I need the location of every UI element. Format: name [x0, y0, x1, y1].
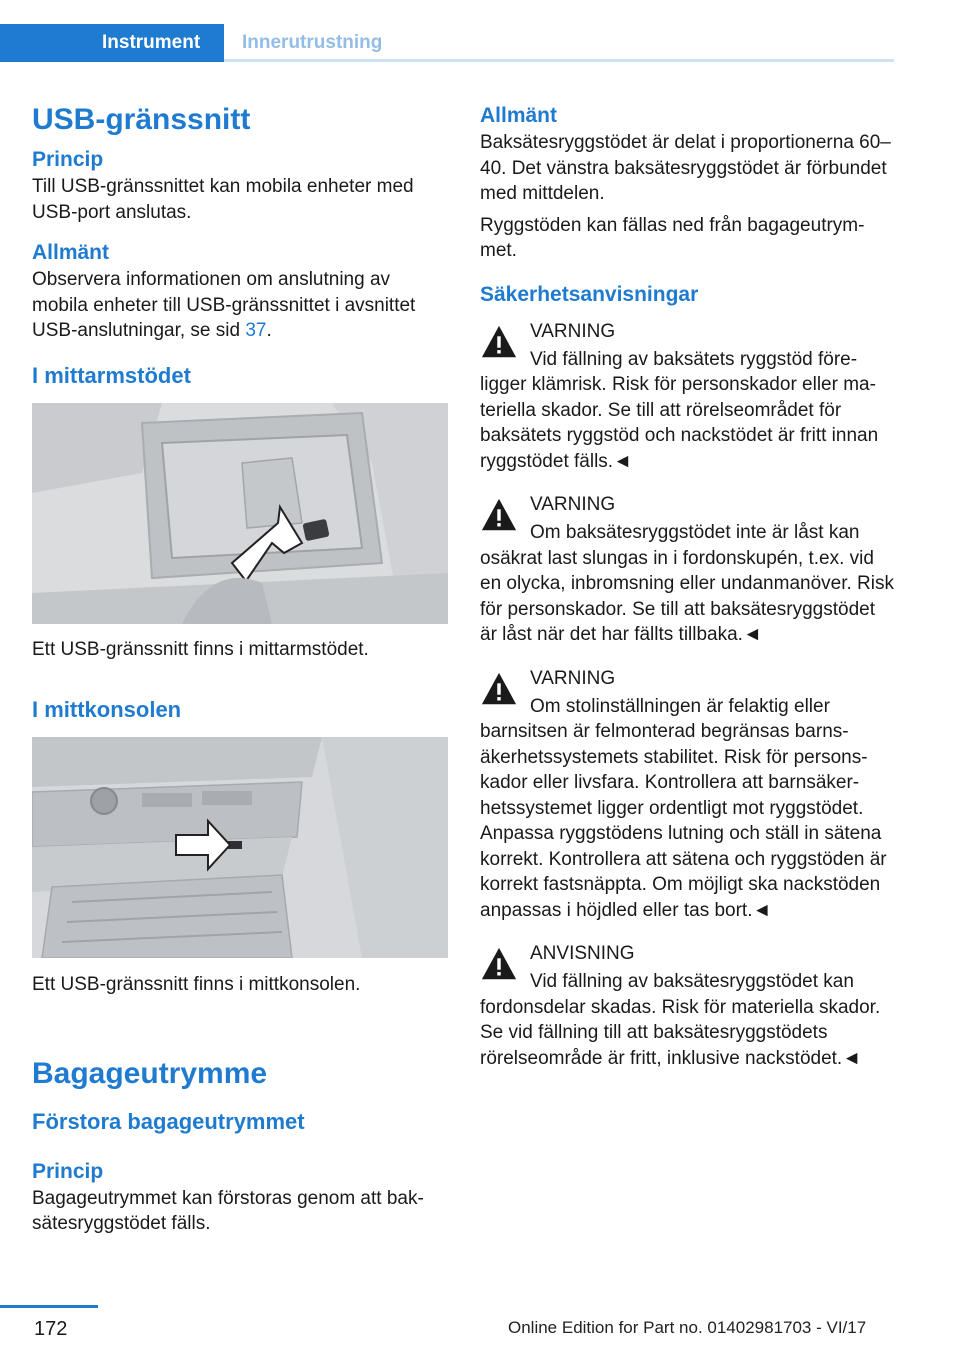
- allmant-text-end: .: [266, 320, 272, 341]
- warning-block: [480, 492, 894, 542]
- page-link-37[interactable]: 37: [245, 320, 267, 341]
- right-column: [480, 100, 894, 1071]
- princip2-text: Bagageutrymmet kan förstoras genom att baksätesryggstödet fälls.: [32, 1187, 424, 1234]
- allmant-heading: Allmänt: [32, 241, 110, 264]
- warning-label: VARNING: [530, 494, 616, 515]
- warning-triangle-icon: [480, 670, 518, 708]
- allmant-para-1: Baksätesryggstödet är delat i proportionerna 60–40. Det vänstra baksätesryggstödet är förbundet med mittdelen.: [480, 132, 891, 204]
- mittkonsol-heading: I mittkonsolen: [32, 697, 182, 722]
- console-illustration: [32, 737, 448, 958]
- armrest-illustration: [32, 403, 448, 624]
- tab-innerutrustning[interactable]: Innerutrustning: [242, 32, 383, 53]
- section-title-usb: USB-gränssnitt: [32, 103, 251, 136]
- header-tabbar: [0, 24, 894, 62]
- princip-text: Till USB-gränssnittet kan mobila enheter med USB-port anslutas.: [32, 176, 414, 223]
- warning-triangle-icon: [480, 945, 518, 983]
- left-column: [32, 100, 448, 1237]
- allmant-text-main: Observera informationen om anslutning av mobila enheter till USB-gränssnittet i avsnittet USB-anslutningar, se sid: [32, 269, 416, 341]
- warning-triangle-icon: [480, 496, 518, 534]
- warning-text: Vid fällning av baksätets ryggstöd föreligger klämrisk. Risk för personskador eller materiella skador. Se till att rörelseområdet för baksätets ryggstöd och nackstödet är fritt innan ryggstödet fälls.◄: [480, 348, 879, 472]
- sakerhet-heading: Säkerhetsanvisningar: [480, 282, 699, 306]
- mittkonsol-caption: Ett USB-gränssnitt finns i mittkonsolen.: [32, 974, 361, 995]
- section-title-bagage: Bagageutrymme: [32, 1056, 268, 1090]
- warning-text: Om stolinställningen är felaktig eller barnsitsen är felmonterad begränsas barnsäkerhetssystemets stabilitet. Risk för personskador eller livsfara. Kontrollera att barnsäkerhetssystemet ligger ordentligt mot ryggstödet. Anpassa ryggstödens lutning och ställ in sätena korrekt. Kontrollera att sätena och ryggstöden är korrekt fastsnäppta. Om möjligt ska nackstöden anpassas i höjdled eller tas bort.◄: [480, 695, 887, 921]
- mittarm-caption: Ett USB-gränssnitt finns i mittarmstödet.: [32, 638, 369, 660]
- notice-text: Vid fällning av baksätesryggstödet kan fordonsdelar skadas. Risk för materiella skador. Se vid fällning till att baksätesryggstödets rörelseområde är fritt, inklusive nackstödet.◄: [480, 971, 881, 1069]
- warning-block: [480, 666, 894, 716]
- warning-block: [480, 319, 894, 369]
- tab-underline: [224, 59, 894, 62]
- allmant-text: [32, 267, 448, 344]
- princip2-heading: Princip: [32, 1159, 104, 1183]
- page-number: 172: [34, 1318, 68, 1340]
- princip-heading: Princip: [32, 148, 104, 171]
- armrest-usb-photo: [32, 403, 448, 624]
- footer-line: [0, 1305, 98, 1308]
- mittarm-heading: I mittarmstödet: [32, 362, 191, 388]
- warning-label: VARNING: [530, 320, 616, 342]
- console-usb-photo: [32, 737, 448, 958]
- notice-label: ANVISNING: [530, 943, 635, 964]
- tab-instrument[interactable]: Instrument: [0, 24, 224, 62]
- warning-triangle-icon: [480, 323, 518, 361]
- forstora-heading: Förstora bagageutrymmet: [32, 1108, 305, 1134]
- notice-block: [480, 941, 894, 991]
- edition-text: Online Edition for Part no. 01402981703 - VI/17: [508, 1318, 867, 1337]
- warning-text: Om baksätesryggstödet inte är låst kan osäkrat last slungas in i fordonskupén, t.ex. vid en olycka, inbromsning eller undanmanöver. Risk för personskador. Se till att baksätesryggstödet är låst när det har fällts tillbaka.◄: [480, 522, 894, 645]
- allmant-heading-right: Allmänt: [480, 104, 558, 127]
- allmant-para-2: Ryggstöden kan fällas ned från bagageutrymmet.: [480, 214, 865, 261]
- warning-label: VARNING: [530, 667, 616, 689]
